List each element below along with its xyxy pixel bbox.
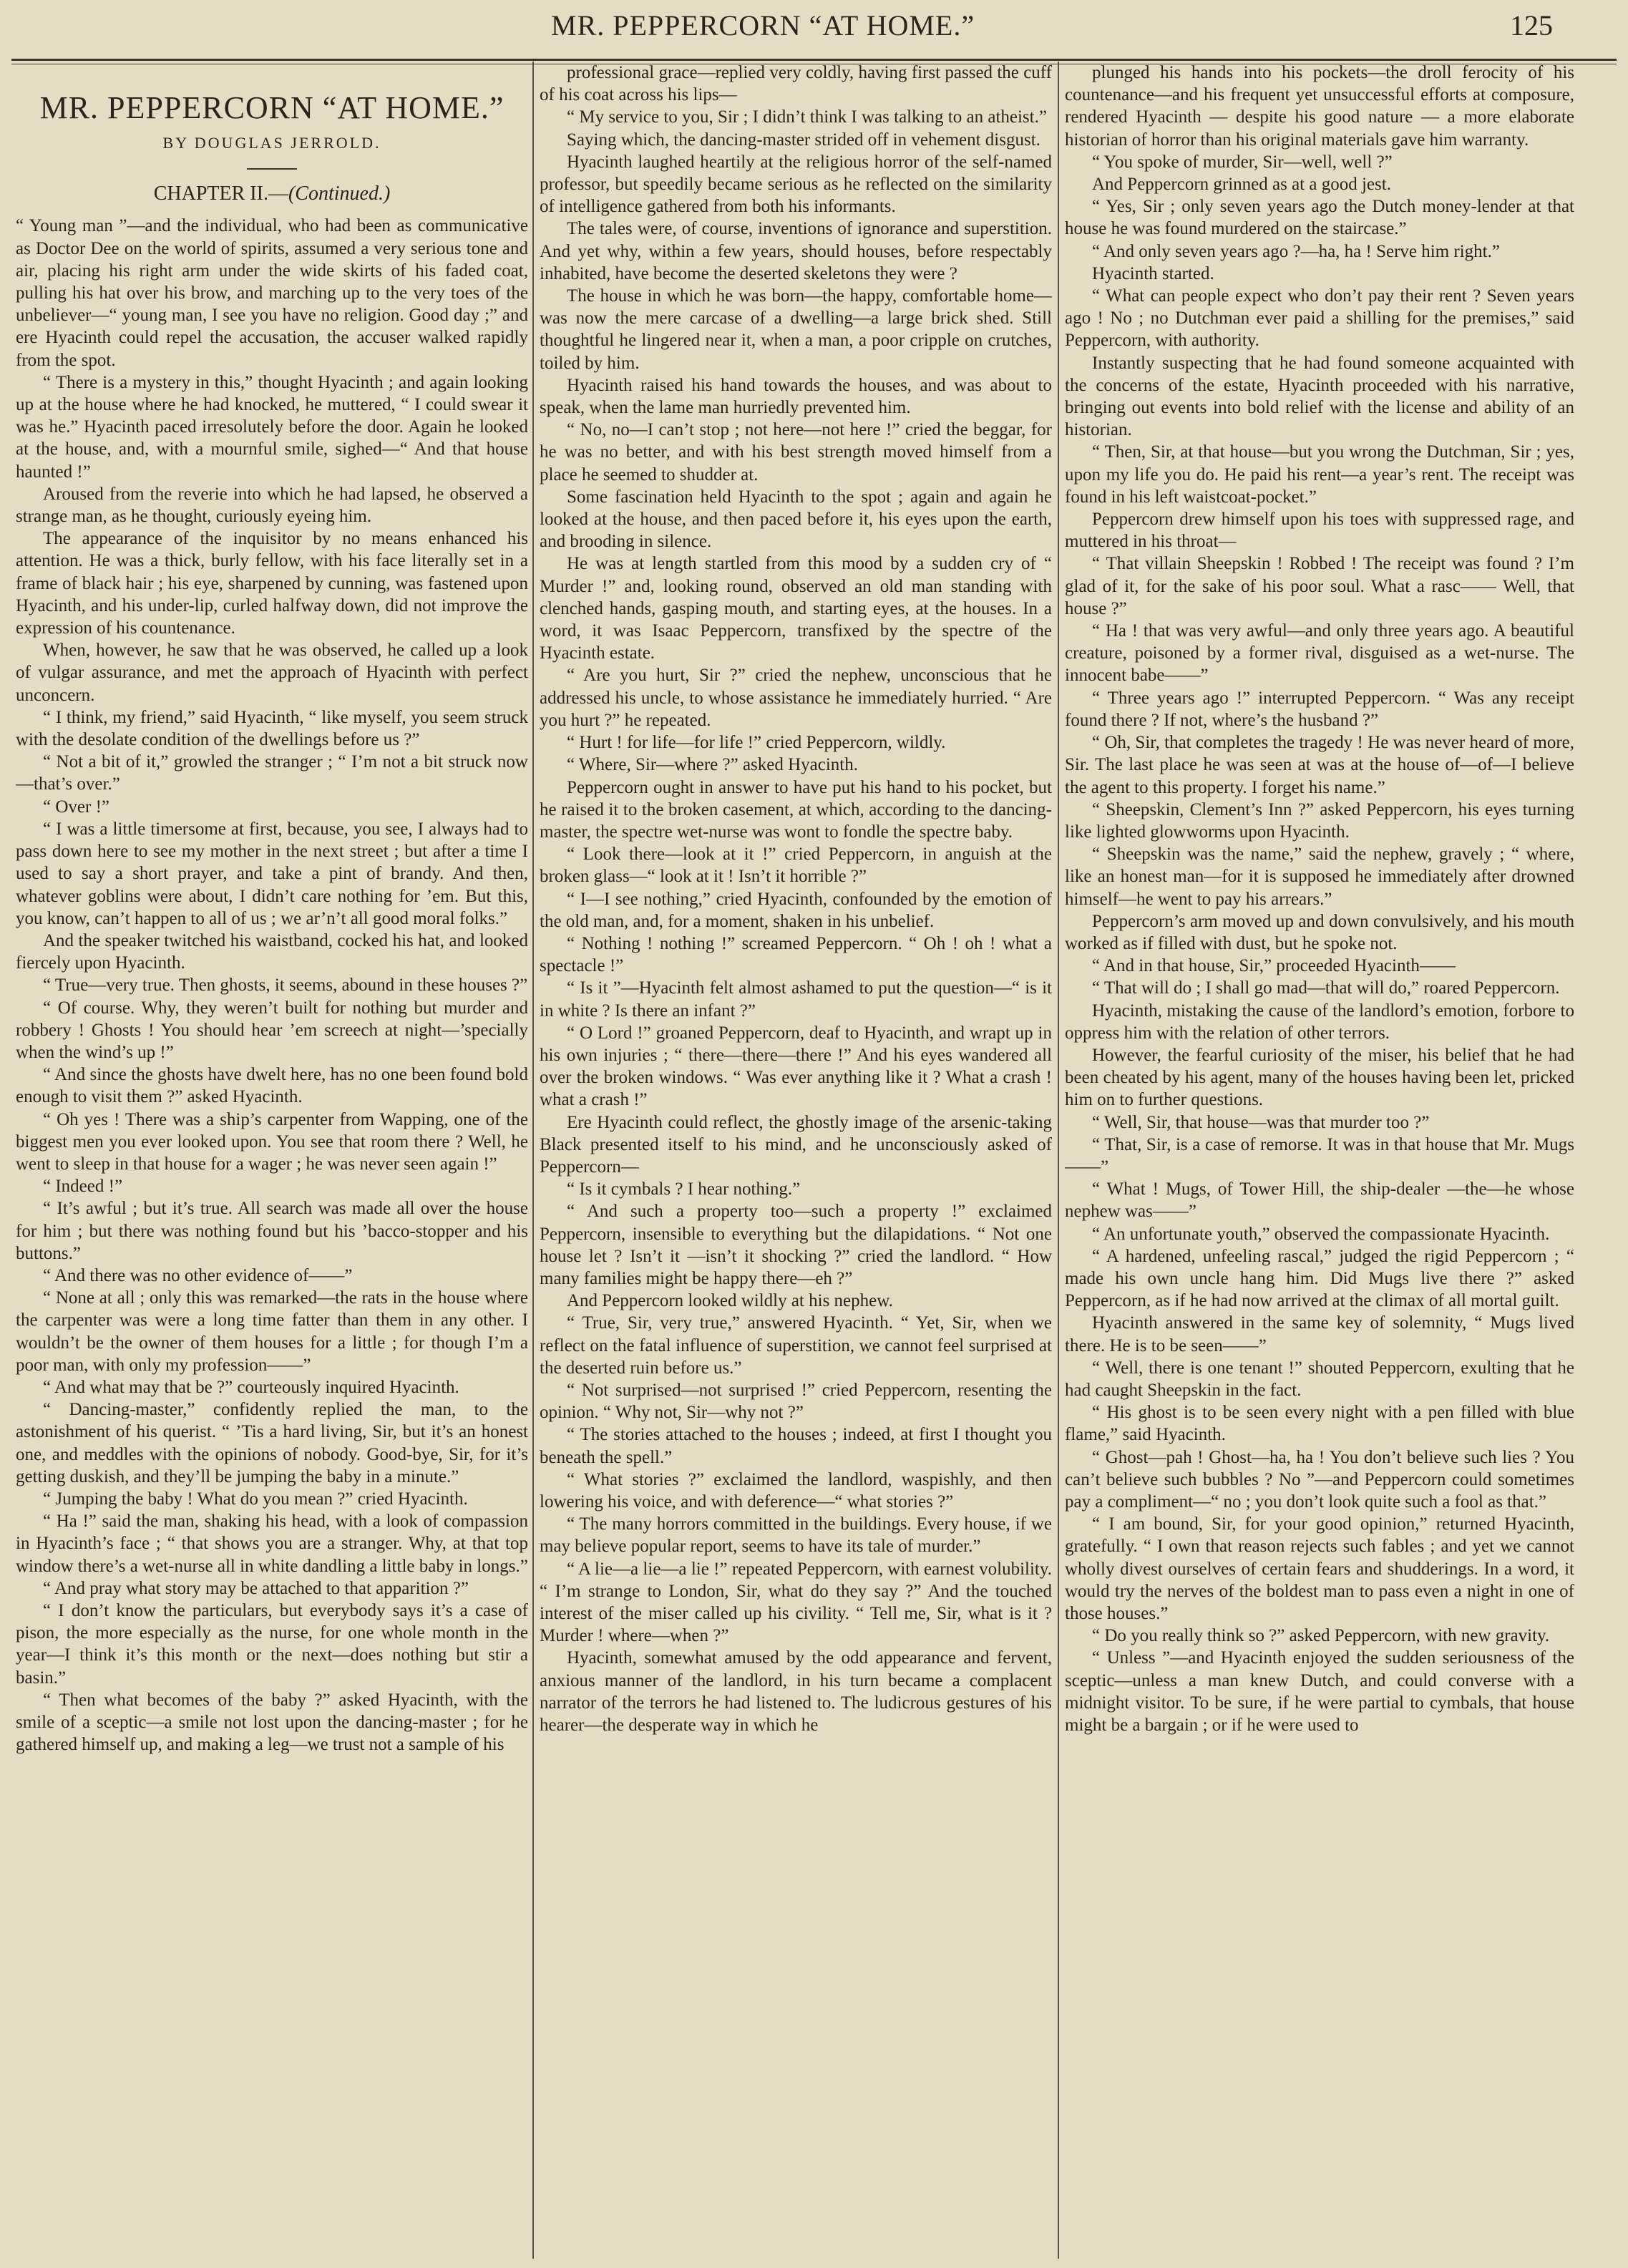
paragraph: “ A hardened, unfeeling rascal,” judged the rigid Peppercorn ; “ made his own uncle hang him. Did Mugs live there ?” asked Peppercorn, as if he had now arrived at the climax of all mortal guilt. [1065, 1246, 1574, 1311]
column-paragraphs [540, 62, 1052, 1736]
paragraph: “ Young man ”—and the individual, who had been as communicative as Doctor Dee on the world of spirits, assumed a very serious tone and air, placing his right arm under the wide skirts of his faded coat, pulling his hat over his brow, and marching up to the very toes of the unbeliever—“ young man, I see you have no religion. Good day ;” and ere Hyacinth could repel the accusation, the accuser walked rapidly from the spot. [16, 216, 528, 370]
paragraph: “ An unfortunate youth,” observed the compassionate Hyacinth. [1092, 1224, 1550, 1244]
paragraph: Some fascination held Hyacinth to the spot ; again and again he looked at the house, and then paced before it, his eyes upon the earth, and brooding in silence. [540, 487, 1052, 552]
paragraph: Ere Hyacinth could reflect, the ghostly image of the arsenic-taking Black presented itself to his mind, and he unconsciously asked of Peppercorn— [540, 1112, 1052, 1177]
paragraph: “ Nothing ! nothing !” screamed Peppercorn. “ Oh ! oh ! what a spectacle !” [540, 933, 1052, 976]
paragraph: “ No, no—I can’t stop ; not here—not here !” cried the beggar, for he was no better, and with his best strength moved himself from a place he seemed to shudder at. [540, 420, 1052, 485]
paragraph: “ I think, my friend,” said Hyacinth, “ like myself, you seem struck with the desolate condition of the dwellings before us ?” [16, 707, 528, 750]
paragraph: The tales were, of course, inventions of ignorance and superstition. And yet why, within a few years, should houses, before respectably inhabited, have become the deserted skeletons they were ? [540, 219, 1052, 283]
paragraph: “ Three years ago !” interrupted Peppercorn. “ Was any receipt found there ? If not, where’s the husband ?” [1065, 688, 1574, 730]
paragraph: “ It’s awful ; but it’s true. All search was made all over the house for him ; but there was nothing found but his ’bacco-stopper and his buttons.” [16, 1199, 528, 1263]
paragraph: “ I am bound, Sir, for your good opinion,” returned Hyacinth, gratefully. “ I own that reason rejects such fables ; and yet we cannot wholly divest ourselves of certain fears and shudderings. In a word, it would try the nerves of the boldest man to pass even a night in one of those houses.” [1065, 1514, 1574, 1624]
paragraph: He was at length startled from this mood by a sudden cry of “ Murder !” and, looking round, observed an old man standing with clenched hands, gasping mouth, and starting eyes, at the houses. In a word, it was Isaac Peppercorn, transfixed by the spectre of the Hyacinth estate. [540, 554, 1052, 663]
paragraph: “ A lie—a lie—a lie !” repeated Peppercorn, with earnest volubility. “ I’m strange to London, Sir, what do they say ?” And the touched interest of the miser called up his civility. “ Tell me, Sir, what is it ? Murder ! where—when ?” [540, 1559, 1052, 1646]
paragraph: “ Where, Sir—where ?” asked Hyacinth. [567, 755, 859, 775]
paragraph: “ True—very true. Then ghosts, it seems, abound in these houses ?” [43, 975, 528, 996]
paragraph: “ What ! Mugs, of Tower Hill, the ship-dealer —the—he whose nephew was——” [1065, 1179, 1574, 1222]
chapter-label: CHAPTER II.— [153, 182, 288, 205]
article-title: MR. PEPPERCORN “AT HOME.” [39, 90, 505, 125]
text-column-3 [1065, 62, 1574, 2259]
paragraph: And the speaker twitched his waistband, cocked his hat, and looked fiercely upon Hyacinth. [16, 930, 528, 973]
paragraph: “ You spoke of murder, Sir—well, well ?” [1092, 152, 1393, 172]
paragraph: Saying which, the dancing-master strided off in vehement disgust. [567, 130, 1040, 150]
paragraph: “ Sheepskin, Clement’s Inn ?” asked Peppercorn, his eyes turning like lighted glowworms upon Hyacinth. [1065, 799, 1574, 842]
paragraph: “ Ha !” said the man, shaking his head, with a look of compassion in Hyacinth’s face ; “ that shows you are a stranger. Why, at that top window there’s a wet-nurse all in white dandling a little baby in longs.” [16, 1512, 528, 1576]
paragraph: “ Well, Sir, that house—was that murder too ?” [1092, 1112, 1430, 1132]
chapter-continued: (Continued.) [288, 182, 391, 205]
paragraph: “ Indeed !” [43, 1177, 123, 1197]
paragraph: “ True, Sir, very true,” answered Hyacinth. “ Yet, Sir, when we reflect on the fatal influence of superstition, we cannot feel surprised at the deserted ruin before us.” [540, 1313, 1052, 1378]
column-divider [1058, 62, 1059, 2259]
paragraph: “ Do you really think so ?” asked Peppercorn, with new gravity. [1092, 1626, 1550, 1646]
paragraph: “ I—I see nothing,” cried Hyacinth, confounded by the emotion of the old man, and, for a moment, shaken in his unbelief. [540, 889, 1052, 931]
column-divider [532, 62, 534, 2259]
paragraph: Aroused from the reverie into which he had lapsed, he observed a strange man, as he thought, curiously eyeing him. [16, 484, 528, 527]
byline: BY DOUGLAS JERROLD. [162, 134, 381, 152]
paragraph: “ The stories attached to the houses ; indeed, at first I thought you beneath the spell.” [540, 1425, 1052, 1467]
paragraph: “ And only seven years ago ?—ha, ha ! Serve him right.” [1092, 241, 1500, 261]
paragraph: “ And since the ghosts have dwelt here, has no one been found bold enough to visit them ?” asked Hyacinth. [16, 1065, 528, 1107]
paragraph: “ Oh yes ! There was a ship’s carpenter from Wapping, one of the biggest men you ever looked upon. You see that room there ? Well, he went to sleep in that house for a wager ; he was never seen again !” [16, 1109, 528, 1174]
paragraph: Peppercorn drew himself upon his toes with suppressed rage, and muttered in his throat— [1065, 510, 1574, 552]
text-column-2 [540, 62, 1052, 2259]
title-rule [247, 168, 297, 170]
paragraph: However, the fearful curiosity of the miser, his belief that he had been cheated by his agent, many of the houses having been let, pricked him on to further questions. [1065, 1045, 1574, 1110]
paragraph: “ Are you hurt, Sir ?” cried the nephew, unconscious that he addressed his uncle, to whose assistance he immediately hurried. “ Are you hurt ?” he repeated. [540, 666, 1052, 730]
paragraph: “ Is it cymbals ? I hear nothing.” [567, 1179, 801, 1199]
paragraph: “ Jumping the baby ! What do you mean ?” cried Hyacinth. [43, 1489, 468, 1509]
paragraph: “ Not a bit of it,” growled the stranger ; “ I’m not a bit struck now—that’s over.” [16, 752, 528, 794]
paragraph: “ Sheepskin was the name,” said the nephew, gravely ; “ where, like an honest man—for it is supposed he immediately after drowned himself—he went to pay his arrears.” [1065, 845, 1574, 909]
paragraph: “ Over !” [43, 797, 109, 817]
paragraph: “ Of course. Why, they weren’t built for nothing but murder and robbery ! Ghosts ! You should hear ’em screech at night—’specially when the wind’s up !” [16, 998, 528, 1062]
paragraph: When, however, he saw that he was observed, he called up a look of vulgar assurance, and met the approach of Hyacinth with perfect unconcern. [16, 641, 528, 705]
paragraph: “ And there was no other evidence of——” [43, 1265, 353, 1285]
paragraph: “ That villain Sheepskin ! Robbed ! The receipt was found ? I’m glad of it, for the sake of his poor soul. What a rasc—— Well, that house ?” [1065, 554, 1574, 618]
paragraph: “ I was a little timersome at first, because, you see, I always had to pass down here to see my mother in the next street ; but after a time I used to say a short prayer, and take a pint of brandy. And then, whatever goblins were about, I didn’t care nothing for ’em. But this, you know, can’t happen to all of us ; we ar’n’t all good moral folks.” [16, 819, 528, 928]
paragraph: Hyacinth laughed heartily at the religious horror of the self-named professor, but speedily became serious as he reflected on the similarity of intelligence gathered from both his informants. [540, 152, 1052, 217]
paragraph: “ His ghost is to be seen every night with a pen filled with blue flame,” said Hyacinth. [1065, 1403, 1574, 1445]
paragraph: “ That, Sir, is a case of remorse. It was in that house that Mr. Mugs——” [1065, 1134, 1574, 1177]
paragraph: And Peppercorn grinned as at a good jest. [1092, 175, 1391, 195]
paragraph: “ And pray what story may be attached to that apparition ?” [43, 1578, 469, 1598]
paragraph: “ And in that house, Sir,” proceeded Hyacinth—— [1092, 956, 1456, 976]
paragraph: “ Unless ”—and Hyacinth enjoyed the sudden seriousness of the sceptic—unless a man knew Dutch, and could converse with a midnight visitor. To be sure, if he were partial to cymbals, that house might be a bargain ; or if he were used to [1065, 1648, 1574, 1736]
paragraph: “ There is a mystery in this,” thought Hyacinth ; and again looking up at the house where he had knocked, he muttered, “ I could swear it was he.” Hyacinth paced irresolutely before the door. Again he looked at the house, and, with a mournful smile, sighed—“ And that house haunted !” [16, 372, 528, 482]
paragraph: “ The many horrors committed in the buildings. Every house, if we may believe popular report, seems to have its tale of murder.” [540, 1514, 1052, 1557]
paragraph: Hyacinth, mistaking the cause of the landlord’s emotion, forbore to oppress him with the relation of other terrors. [1065, 1001, 1574, 1043]
chapter-heading [16, 182, 528, 205]
paragraph: Instantly suspecting that he had found someone acquainted with the concerns of the estate, Hyacinth proceeded with his narrative, bringing out events into bold relief with the license and ability of an historian. [1065, 353, 1574, 440]
paragraph: “ Hurt ! for life—for life !” cried Peppercorn, wildly. [567, 733, 946, 753]
paragraph: Hyacinth answered in the same key of solemnity, “ Mugs lived there. He is to be seen——” [1065, 1313, 1574, 1356]
paragraph: “ Yes, Sir ; only seven years ago the Dutch money-lender at that house he was found murdered on the staircase.” [1065, 197, 1574, 239]
paragraph: professional grace—replied very coldly, having first passed the cuff of his coat across his lips— [540, 63, 1052, 105]
paragraph: “ And what may that be ?” courteously inquired Hyacinth. [43, 1377, 459, 1397]
running-head [0, 9, 1628, 59]
paragraph: Peppercorn ought in answer to have put his hand to his pocket, but he raised it to the broken casement, at which, according to the dancing-master, the spectre wet-nurse was wont to fondle the spectre baby. [540, 777, 1052, 842]
paragraph: “ Ghost—pah ! Ghost—ha, ha ! You don’t believe such lies ? You can’t believe such bubbles ? No ”—and Peppercorn could sometimes pay a compliment—“ no ; you don’t look quite such a fool as that.” [1065, 1447, 1574, 1512]
paragraph: Peppercorn’s arm moved up and down convulsively, and his mouth worked as if filled with dust, but he spoke not. [1065, 911, 1574, 953]
paragraph: “ Dancing-master,” confidently replied the man, to the astonishment of his querist. “ ’Tis a hard living, Sir, but it’s an honest one, and meddles with the opinions of nobody. Good-bye, Sir, for it’s getting duskish, and they’ll be jumping the baby in a minute.” [16, 1400, 528, 1486]
paragraph: “ What can people expect who don’t pay their rent ? Seven years ago ! No ; no Dutchman ever paid a shilling for the premises,” said Peppercorn, with authority. [1065, 286, 1574, 351]
paragraph: “ Is it ”—Hyacinth felt almost ashamed to put the question—“ is it in white ? Is there an infant ?” [540, 978, 1052, 1021]
paragraph: Hyacinth started. [1092, 263, 1214, 283]
paragraph: The appearance of the inquisitor by no means enhanced his attention. He was a thick, burly fellow, with his face literally set in a frame of black hair ; his eye, sharpened by cunning, was fastened upon Hyacinth, and his under-lip, curled halfway down, did not improve the expression of his countenance. [16, 529, 528, 638]
paragraph: “ That will do ; I shall go mad—that will do,” roared Peppercorn. [1092, 978, 1560, 998]
paragraph: “ Look there—look at it !” cried Peppercorn, in anguish at the broken glass—“ look at it ! Isn’t it horrible ?” [540, 845, 1052, 887]
paragraph: “ Then what becomes of the baby ?” asked Hyacinth, with the smile of a sceptic—a smile not lost upon the dancing-master ; for he gathered himself up, and making a leg—we trust not a sample of his [16, 1690, 528, 1755]
column-paragraphs [16, 215, 528, 1756]
paragraph: “ I don’t know the particulars, but everybody says it’s a case of pison, the more especially as the nurse, for one whole month in the year—I think it’s this month or the next—does nothing but stir a basin.” [16, 1601, 528, 1688]
paragraph: Hyacinth, somewhat amused by the odd appearance and fervent, anxious manner of the landlord, in his turn became a complacent narrator of the terrors he had listened to. The ludicrous gestures of his hearer—the desperate way in which he [540, 1648, 1052, 1736]
paragraph: “ Well, there is one tenant !” shouted Peppercorn, exulting that he had caught Sheepskin in the fact. [1065, 1358, 1574, 1400]
paragraph: “ None at all ; only this was remarked—the rats in the house where the carpenter was were a long time fatter than them in any other. I wouldn’t be the owner of them houses for a little ; for though I’m a poor man, with only my profession——” [16, 1288, 528, 1375]
paragraph: And Peppercorn looked wildly at his nephew. [567, 1291, 893, 1311]
paragraph: “ My service to you, Sir ; I didn’t think I was talking to an atheist.” [567, 107, 1047, 127]
paragraph: “ What stories ?” exclaimed the landlord, waspishly, and then lowering his voice, and with deference—“ what stories ?” [540, 1469, 1052, 1512]
paragraph: The house in which he was born—the happy, comfortable home—was now the mere carcase of a dwelling—a large brick shed. Still thoughtful he lingered near it, when a man, a poor cripple on crutches, toiled by him. [540, 286, 1052, 373]
paragraph: “ Oh, Sir, that completes the tragedy ! He was never heard of more, Sir. The last place he was seen at was at the house of—of—I believe the agent to this property. I forget his name.” [1065, 733, 1574, 797]
paragraph: plunged his hands into his pockets—the droll ferocity of his countenance—and his frequent yet unsuccessful efforts at composure, rendered Hyacinth — despite his good nature — a more elaborate historian of horror than his original materials gave him warranty. [1065, 63, 1574, 150]
paragraph: “ O Lord !” groaned Peppercorn, deaf to Hyacinth, and wrapt up in his own injuries ; “ there—there—there !” And his eyes wandered all over the broken windows. “ Was ever anything like it ? What a crash ! what a crash !” [540, 1023, 1052, 1110]
running-title: MR. PEPPERCORN “AT HOME.” [551, 9, 975, 42]
paragraph: “ Ha ! that was very awful—and only three years ago. A beautiful creature, poisoned by a former rival, disguised as a wet-nurse. The innocent babe——” [1065, 621, 1574, 686]
paragraph: “ Not surprised—not surprised !” cried Peppercorn, resenting the opinion. “ Why not, Sir—why not ?” [540, 1380, 1052, 1423]
page-number: 125 [1510, 9, 1553, 42]
paragraph: “ Then, Sir, at that house—but you wrong the Dutchman, Sir ; yes, upon my life you do. He paid his rent—a year’s rent. The receipt was found in his left waistcoat-pocket.” [1065, 442, 1574, 507]
paragraph: Hyacinth raised his hand towards the houses, and was about to speak, when the lame man hurriedly prevented him. [540, 375, 1052, 418]
text-column-1 [16, 62, 528, 2259]
paragraph: “ And such a property too—such a property !” exclaimed Peppercorn, insensible to everything but the dilapidations. “ Not one house let ? Isn’t it —isn’t it shocking ?” cried the landlord. “ How many families might be happy there—eh ?” [540, 1202, 1052, 1288]
column-paragraphs [1065, 62, 1574, 1736]
